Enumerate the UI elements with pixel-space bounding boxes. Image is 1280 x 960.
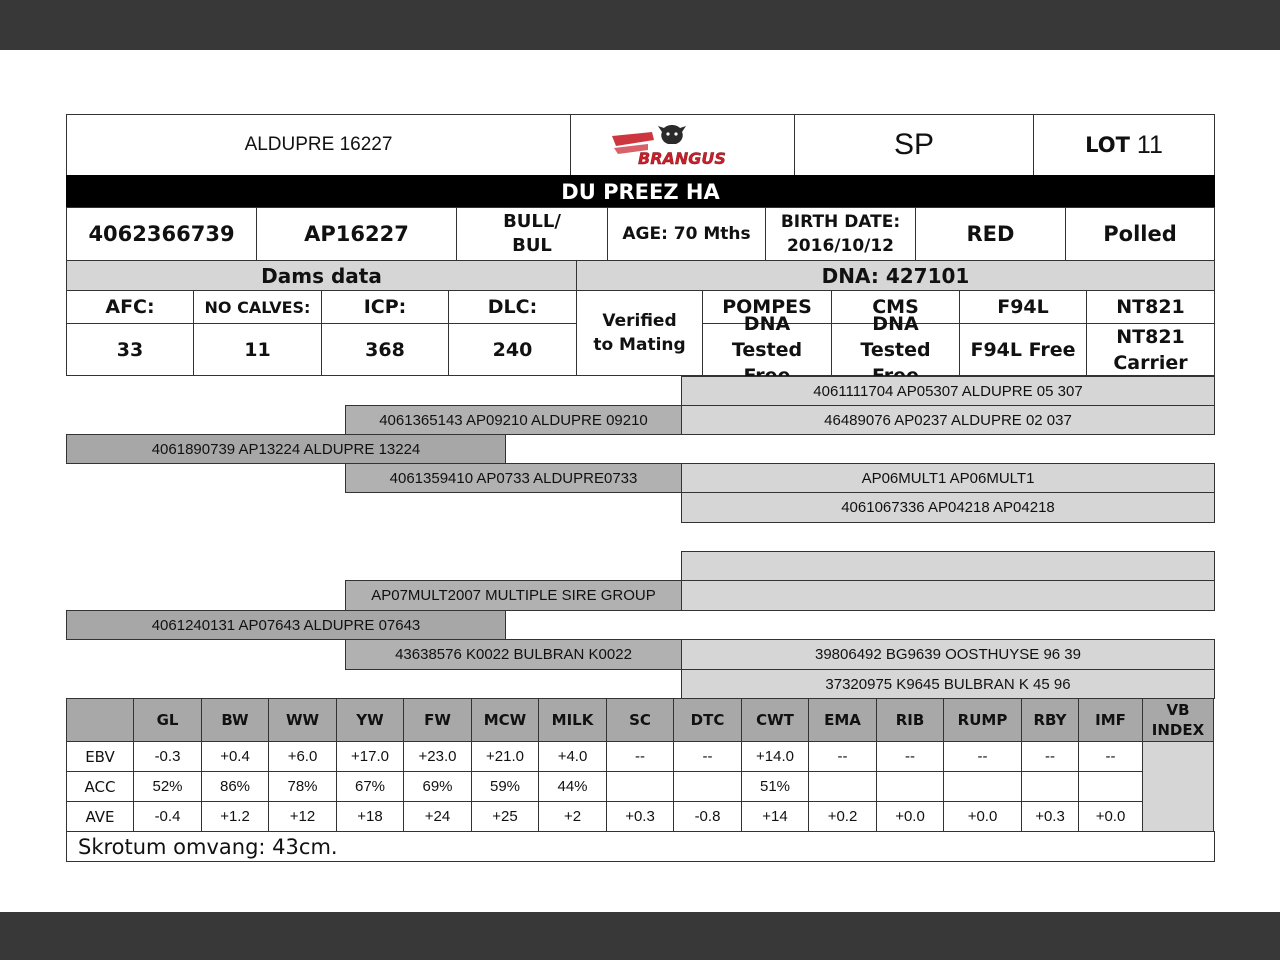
acc-cell bbox=[674, 772, 742, 802]
code-cell bbox=[794, 114, 1034, 176]
acc-cell: 69% bbox=[404, 772, 472, 802]
cms-value-cell bbox=[831, 312, 960, 376]
acc-cell bbox=[1022, 772, 1079, 802]
afc-value: 33 bbox=[116, 338, 144, 361]
ebv-cell: +14.0 bbox=[742, 742, 809, 772]
icp-label: ICP: bbox=[363, 296, 407, 318]
ebv-cell: +0.4 bbox=[202, 742, 269, 772]
pedigree-dam-dam bbox=[345, 639, 682, 670]
ebv-header-cell: MILK bbox=[539, 699, 607, 742]
ave-cell: -0.4 bbox=[134, 802, 202, 832]
acc-row bbox=[67, 772, 1214, 802]
dlc-label-cell bbox=[448, 290, 577, 324]
pedigree-label: 4061240131 AP07643 ALDUPRE 07643 bbox=[151, 616, 421, 634]
ebv-header-cell: SC bbox=[607, 699, 674, 742]
ave-row bbox=[67, 802, 1214, 832]
ebv-table bbox=[66, 698, 1214, 832]
pedigree-label: 4061111704 AP05307 ALDUPRE 05 307 bbox=[813, 382, 1083, 400]
verified-text: Verified to Mating bbox=[593, 311, 686, 355]
ebv-corner-cell bbox=[67, 699, 134, 742]
ave-row-label: AVE bbox=[67, 802, 134, 832]
ave-cell: +14 bbox=[742, 802, 809, 832]
pedigree-sire-dam-sire bbox=[681, 463, 1215, 493]
pedigree-dam-sire bbox=[345, 580, 682, 611]
f94l-value: F94L Free bbox=[970, 338, 1076, 361]
dna-title-cell bbox=[576, 260, 1215, 291]
animal-name-cell bbox=[66, 114, 571, 176]
dlc-value-cell bbox=[448, 323, 577, 376]
horn-cell bbox=[1065, 207, 1215, 261]
ave-cell: +1.2 bbox=[202, 802, 269, 832]
nt821-label-cell bbox=[1086, 290, 1215, 324]
pompes-value: DNA Tested bbox=[731, 312, 803, 361]
ebv-cell: -0.3 bbox=[134, 742, 202, 772]
code-value: SP bbox=[893, 128, 935, 161]
pedigree-sire-sire-sire bbox=[681, 376, 1215, 406]
ebv-cell: -- bbox=[1079, 742, 1143, 772]
ebv-header-row bbox=[67, 699, 1214, 742]
pedigree-label: 39806492 BG9639 OOSTHUYSE 96 39 bbox=[814, 646, 1081, 663]
note-cell bbox=[66, 831, 1215, 862]
ebv-cell: +21.0 bbox=[472, 742, 539, 772]
f94l-label-cell bbox=[959, 290, 1087, 324]
reg-number-cell bbox=[256, 207, 457, 261]
reg-number: AP16227 bbox=[304, 222, 409, 246]
pedigree-label: AP07MULT2007 MULTIPLE SIRE GROUP bbox=[371, 587, 656, 604]
verified-cell bbox=[576, 290, 703, 376]
ebv-header-cell: EMA bbox=[809, 699, 877, 742]
ebv-cell: -- bbox=[944, 742, 1022, 772]
pedigree-sire-dam-dam bbox=[681, 492, 1215, 523]
dlc-label: DLC: bbox=[487, 296, 538, 318]
pedigree-dam-dam-dam bbox=[681, 669, 1215, 699]
f94l-value-cell bbox=[959, 323, 1087, 376]
lot-label: LOT bbox=[1085, 133, 1130, 157]
sex-value: BULL/ BUL bbox=[503, 211, 561, 256]
breeder-banner bbox=[66, 175, 1215, 208]
ave-cell: +0.0 bbox=[944, 802, 1022, 832]
ebv-cell: -- bbox=[809, 742, 877, 772]
color-cell bbox=[915, 207, 1066, 261]
ebv-header-cell: YW bbox=[337, 699, 404, 742]
cms-label: CMS bbox=[872, 296, 919, 318]
pedigree-dam-sire-sire bbox=[681, 551, 1215, 581]
id-number-cell bbox=[66, 207, 257, 261]
pompes-label: POMPES bbox=[722, 296, 812, 318]
logo-text: BRANGUS bbox=[637, 149, 726, 168]
birth-date-label: BIRTH DATE: bbox=[780, 212, 901, 232]
ebv-header-cell: CWT bbox=[742, 699, 809, 742]
top-dark-bar bbox=[0, 0, 1280, 50]
acc-cell bbox=[607, 772, 674, 802]
pedigree-label: 4061890739 AP13224 ALDUPRE 13224 bbox=[151, 440, 421, 458]
ebv-cell: +23.0 bbox=[404, 742, 472, 772]
acc-cell: 44% bbox=[539, 772, 607, 802]
ebv-header-cell: IMF bbox=[1079, 699, 1143, 742]
ebv-cell: -- bbox=[674, 742, 742, 772]
acc-cell bbox=[809, 772, 877, 802]
age-cell bbox=[607, 207, 766, 261]
pedigree-label: AP06MULT1 AP06MULT1 bbox=[861, 469, 1035, 487]
calves-value: 11 bbox=[244, 338, 271, 361]
pedigree-label: 4061365143 AP09210 ALDUPRE 09210 bbox=[379, 411, 648, 429]
nt821-value-cell bbox=[1086, 323, 1215, 376]
pedigree-sire-sire bbox=[345, 405, 682, 435]
ebv-header-cell: WW bbox=[269, 699, 337, 742]
ave-cell: +25 bbox=[472, 802, 539, 832]
sex-cell bbox=[456, 207, 608, 261]
id-number: 4062366739 bbox=[88, 222, 235, 246]
vb-index-header: VB INDEX bbox=[1143, 699, 1214, 742]
acc-cell bbox=[944, 772, 1022, 802]
ave-cell: +24 bbox=[404, 802, 472, 832]
ebv-header-cell: FW bbox=[404, 699, 472, 742]
ave-cell: -0.8 bbox=[674, 802, 742, 832]
pedigree-label: 4061359410 AP0733 ALDUPRE0733 bbox=[389, 469, 638, 487]
acc-cell: 67% bbox=[337, 772, 404, 802]
ebv-header-cell: GL bbox=[134, 699, 202, 742]
dams-title-cell bbox=[66, 260, 577, 291]
acc-cell: 52% bbox=[134, 772, 202, 802]
pedigree-dam-sire-dam bbox=[681, 580, 1215, 611]
nt821-label: NT821 bbox=[1116, 296, 1185, 318]
lot-cell bbox=[1033, 114, 1215, 176]
ebv-cell: -- bbox=[607, 742, 674, 772]
dams-title: Dams data bbox=[261, 263, 382, 288]
ebv-cell: +4.0 bbox=[539, 742, 607, 772]
bottom-dark-bar bbox=[0, 912, 1280, 960]
acc-cell bbox=[877, 772, 944, 802]
pedigree-sire bbox=[66, 434, 506, 464]
age-value: AGE: 70 Mths bbox=[622, 224, 751, 244]
ebv-header-cell: BW bbox=[202, 699, 269, 742]
pedigree-label: 4061067336 AP04218 AP04218 bbox=[841, 499, 1055, 516]
ebv-cell: +6.0 bbox=[269, 742, 337, 772]
ebv-header-cell: RBY bbox=[1022, 699, 1079, 742]
note-text: Skrotum omvang: 43cm. bbox=[78, 834, 338, 859]
ave-cell: +2 bbox=[539, 802, 607, 832]
afc-label: AFC: bbox=[105, 296, 155, 318]
ave-cell: +12 bbox=[269, 802, 337, 832]
icp-label-cell bbox=[321, 290, 449, 324]
lot-number: 11 bbox=[1136, 130, 1163, 159]
icp-value-cell bbox=[321, 323, 449, 376]
ebv-row-label: EBV bbox=[67, 742, 134, 772]
pedigree-dam bbox=[66, 610, 506, 640]
ebv-header-cell: RIB bbox=[877, 699, 944, 742]
ebv-cell: -- bbox=[877, 742, 944, 772]
ebv-header-cell: RUMP bbox=[944, 699, 1022, 742]
breeder-name: DU PREEZ HA bbox=[561, 179, 720, 204]
bull-head-icon bbox=[658, 125, 686, 144]
ave-cell: +18 bbox=[337, 802, 404, 832]
nt821-value: NT821 Carrier bbox=[1113, 325, 1188, 374]
ebv-row bbox=[67, 742, 1214, 772]
afc-value-cell bbox=[66, 323, 194, 376]
pedigree-label: 43638576 K0022 BULBRAN K0022 bbox=[395, 646, 632, 663]
dna-title: DNA: 427101 bbox=[821, 263, 970, 288]
horn-value: Polled bbox=[1103, 222, 1177, 246]
ave-cell: +0.3 bbox=[1022, 802, 1079, 832]
animal-name: ALDUPRE 16227 bbox=[244, 134, 393, 155]
icp-value: 368 bbox=[365, 338, 405, 361]
dlc-value: 240 bbox=[492, 338, 533, 361]
pedigree-sire-dam bbox=[345, 463, 682, 493]
calves-value-cell bbox=[193, 323, 322, 376]
ave-cell: +0.0 bbox=[1079, 802, 1143, 832]
afc-label-cell bbox=[66, 290, 194, 324]
acc-cell bbox=[1079, 772, 1143, 802]
pedigree-sire-sire-dam bbox=[681, 405, 1215, 435]
color-value: RED bbox=[966, 222, 1015, 246]
cms-value: DNA Tested bbox=[860, 312, 931, 361]
ave-cell: +0.0 bbox=[877, 802, 944, 832]
brangus-logo bbox=[608, 122, 758, 168]
ebv-header-cell: MCW bbox=[472, 699, 539, 742]
birth-date-value: 2016/10/12 bbox=[786, 236, 895, 256]
acc-cell: 51% bbox=[742, 772, 809, 802]
logo-cell bbox=[570, 114, 795, 176]
calves-label-cell bbox=[193, 290, 322, 324]
acc-row-label: ACC bbox=[67, 772, 134, 802]
ebv-header-cell: DTC bbox=[674, 699, 742, 742]
f94l-label: F94L bbox=[997, 296, 1049, 318]
ebv-cell: -- bbox=[1022, 742, 1079, 772]
pedigree-label: 46489076 AP0237 ALDUPRE 02 037 bbox=[824, 411, 1072, 429]
ave-cell: +0.3 bbox=[607, 802, 674, 832]
pedigree-dam-dam-sire bbox=[681, 639, 1215, 670]
pedigree-label: 37320975 K9645 BULBRAN K 45 96 bbox=[825, 675, 1071, 693]
birth-date-cell bbox=[765, 207, 916, 261]
calves-label: NO CALVES: bbox=[204, 297, 311, 317]
acc-cell: 78% bbox=[269, 772, 337, 802]
ebv-cell: +17.0 bbox=[337, 742, 404, 772]
acc-cell: 86% bbox=[202, 772, 269, 802]
ave-cell: +0.2 bbox=[809, 802, 877, 832]
vb-index-value-cell bbox=[1143, 742, 1214, 832]
acc-cell: 59% bbox=[472, 772, 539, 802]
pompes-value-cell bbox=[702, 312, 832, 376]
